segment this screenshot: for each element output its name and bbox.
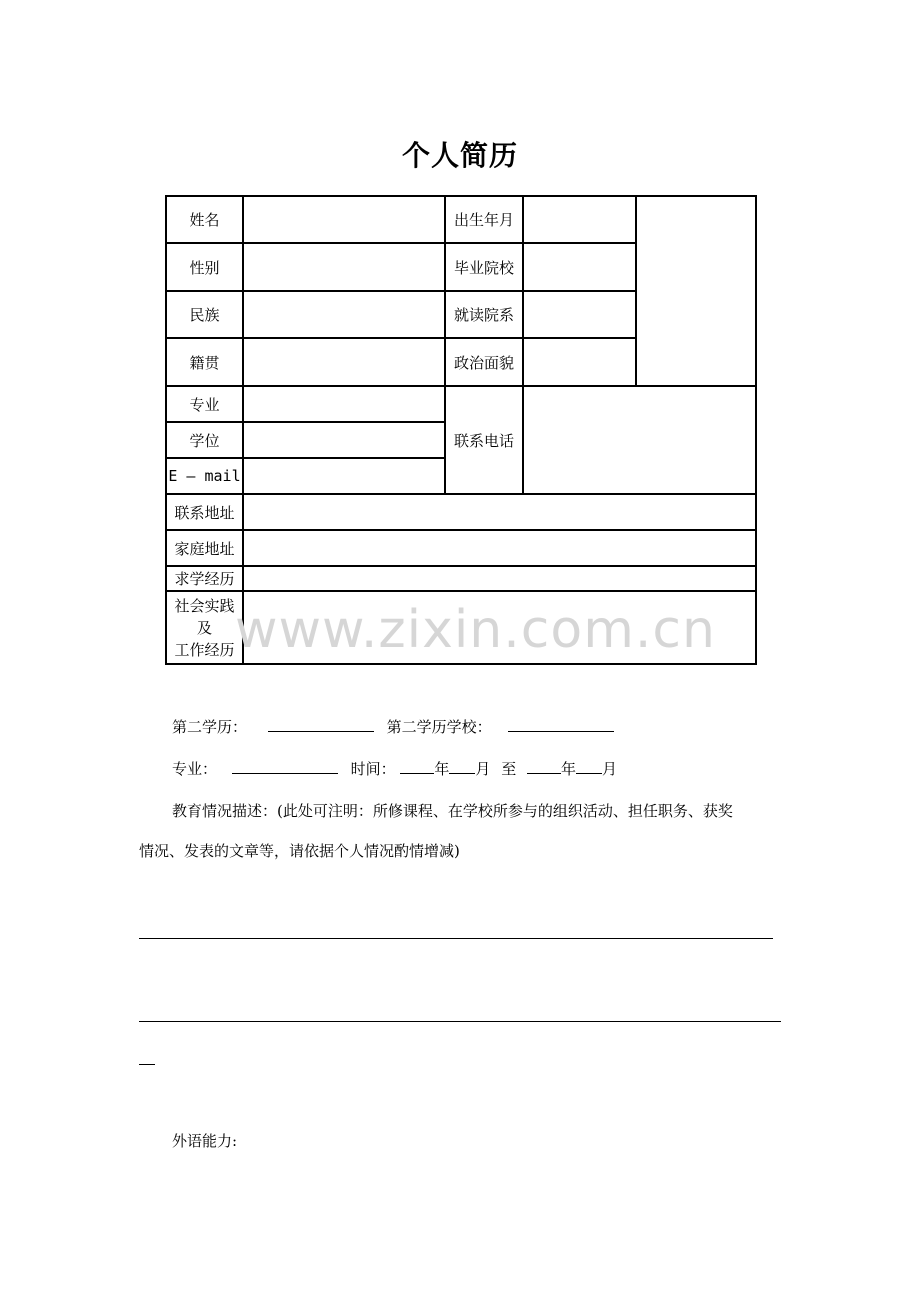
contact-address-label: 联系地址 bbox=[166, 494, 243, 530]
ethnicity-label: 民族 bbox=[166, 291, 243, 338]
major-time-line bbox=[172, 758, 617, 779]
end-month-text: 月 bbox=[602, 760, 618, 778]
major-field[interactable] bbox=[243, 386, 445, 422]
second-major-blank[interactable] bbox=[232, 759, 338, 774]
study-history-label: 求学经历 bbox=[166, 566, 243, 591]
end-year-text: 年 bbox=[560, 760, 576, 778]
birth-field[interactable] bbox=[523, 196, 636, 243]
second-major-label: 专业： bbox=[172, 760, 218, 778]
hometown-label: 籍贯 bbox=[166, 338, 243, 386]
home-address-field[interactable] bbox=[243, 530, 756, 566]
second-degree-school-blank[interactable] bbox=[508, 717, 614, 732]
contact-address-field[interactable] bbox=[243, 494, 756, 530]
department-field[interactable] bbox=[523, 291, 636, 338]
degree-label: 学位 bbox=[166, 422, 243, 458]
birth-label: 出生年月 bbox=[445, 196, 523, 243]
phone-field[interactable] bbox=[523, 386, 756, 494]
work-label-line2: 及 bbox=[196, 618, 212, 637]
department-label: 就读院系 bbox=[445, 291, 523, 338]
home-address-label: 家庭地址 bbox=[166, 530, 243, 566]
second-degree-label: 第二学历： bbox=[172, 718, 248, 736]
work-experience-field[interactable] bbox=[243, 591, 756, 664]
end-month-blank[interactable] bbox=[576, 759, 602, 774]
gender-label: 性别 bbox=[166, 243, 243, 291]
political-label: 政治面貌 bbox=[445, 338, 523, 386]
resume-table bbox=[165, 195, 757, 665]
work-label-line3: 工作经历 bbox=[174, 640, 235, 659]
email-field[interactable] bbox=[243, 458, 445, 494]
to-text: 至 bbox=[501, 760, 517, 778]
political-field[interactable] bbox=[523, 338, 636, 386]
gender-field[interactable] bbox=[243, 243, 445, 291]
name-field[interactable] bbox=[243, 196, 445, 243]
second-degree-blank[interactable] bbox=[268, 717, 374, 732]
ethnicity-field[interactable] bbox=[243, 291, 445, 338]
writing-line-2[interactable] bbox=[139, 1021, 781, 1022]
writing-line-2-continuation[interactable] bbox=[139, 1064, 155, 1065]
end-year-blank[interactable] bbox=[527, 759, 561, 774]
photo-box[interactable] bbox=[636, 196, 756, 386]
start-year-blank[interactable] bbox=[400, 759, 434, 774]
work-experience-label bbox=[166, 591, 243, 664]
work-label-line1: 社会实践 bbox=[174, 596, 235, 615]
watermark: www.zixin.com.cn bbox=[235, 600, 716, 660]
education-description-line1: 教育情况描述：(此处可注明：所修课程、在学校所参与的组织活动、担任职务、获奖 bbox=[172, 802, 733, 820]
second-degree-line bbox=[172, 716, 614, 737]
email-label: E — mail bbox=[166, 458, 243, 494]
page-title: 个人简历 bbox=[401, 139, 518, 172]
phone-label: 联系电话 bbox=[445, 386, 523, 494]
name-label: 姓名 bbox=[166, 196, 243, 243]
start-year-text: 年 bbox=[434, 760, 450, 778]
education-description-line2: 情况、发表的文章等，请依据个人情况酌情增减) bbox=[139, 842, 460, 860]
hometown-field[interactable] bbox=[243, 338, 445, 386]
writing-line-1[interactable] bbox=[139, 938, 773, 939]
major-label: 专业 bbox=[166, 386, 243, 422]
start-month-text: 月 bbox=[475, 760, 491, 778]
school-field[interactable] bbox=[523, 243, 636, 291]
school-label: 毕业院校 bbox=[445, 243, 523, 291]
language-label: 外语能力: bbox=[172, 1132, 238, 1150]
degree-field[interactable] bbox=[243, 422, 445, 458]
study-history-field[interactable] bbox=[243, 566, 756, 591]
time-label: 时间： bbox=[350, 760, 396, 778]
start-month-blank[interactable] bbox=[449, 759, 475, 774]
second-degree-school-label: 第二学历学校： bbox=[386, 718, 492, 736]
